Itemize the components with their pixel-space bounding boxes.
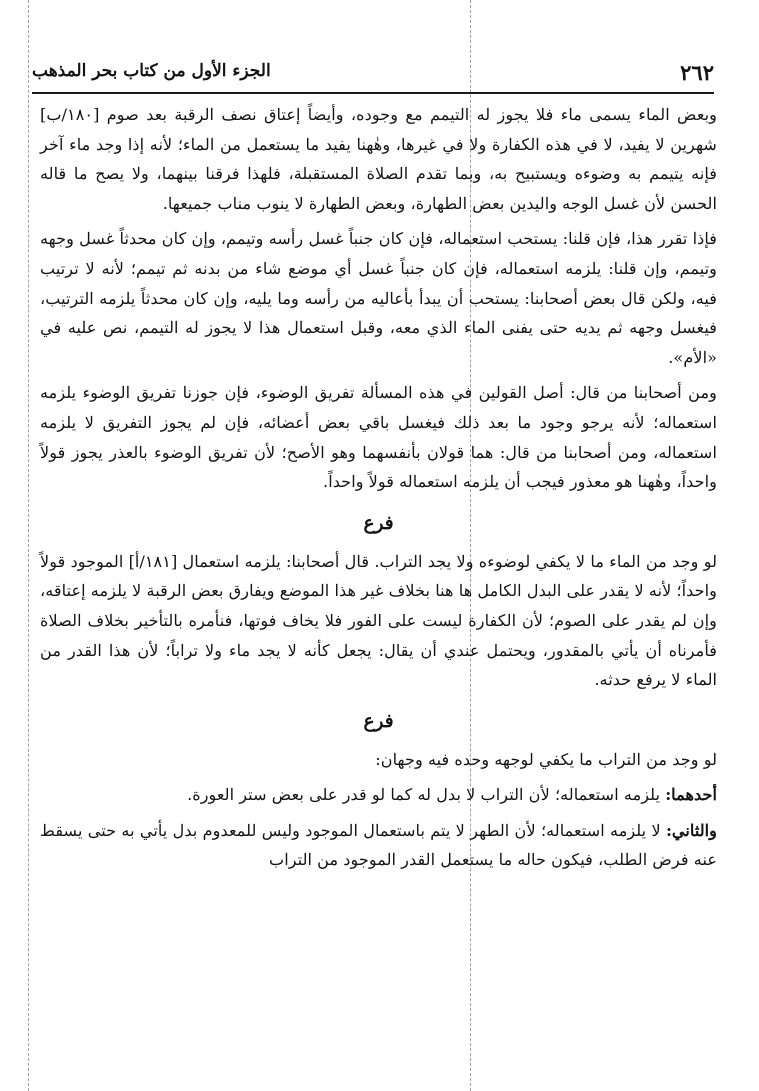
second-view-text: لا يلزمه استعماله؛ لأن الطهر لا يتم باستعمال الموجود وليس للمعدوم بدل يأتي به حتى يسقط عنه فرض الطلب، فيكون حاله ما يستعمل القدر الموجود من التراب	[40, 820, 717, 870]
first-view-label: أحدهما:	[665, 785, 717, 805]
section-heading-2: فرع	[363, 710, 394, 732]
section-heading-1: فرع	[363, 512, 394, 534]
page-header	[32, 58, 714, 94]
paragraph-4: لو وجد من الماء ما لا يكفي لوضوءه ولا يجد التراب. قال أصحابنا: يلزمه استعمال [١٨١/أ] الموجود قولاً واحداً؛ لأنه لا يقدر على البدل الكامل ها هنا بخلاف غير هذا الموضع ويفارق بعض الرقبة لا يلزمه إعتاقه، وإن لم يقدر على الصوم؛ لأن الكفارة ليست على الفور فلا يخاف فوتها، فنأمره بالتأخير بخلاف الصلاة فأمرناه أن يأتي بالمقدور، ويحتمل عندي أن يقال: يجعل كأنه لا يجد ماء ولا تراباً؛ لأن هذا القدر من الماء لا يرفع حدثه.	[40, 551, 717, 690]
paragraph-5: لو وجد من التراب ما يكفي لوجهه وحده فيه وجهان:	[375, 749, 717, 769]
page-number: ٢٦٢	[680, 60, 714, 85]
paragraph-2: فإذا تقرر هذا، فإن قلنا: يستحب استعماله، فإن كان جنباً غسل رأسه وتيمم، وإن كان محدثاً غسل وجهه وتيمم، وإن قلنا: يلزمه استعماله، فإن كان جنباً غسل أي موضع شاء من بدنه ثم تيمم؛ لأنه لا ترتيب فيه، ولكن قال بعض أصحابنا: يستحب أن يبدأ بأعاليه من رأسه وما يليه، وإن كان محدثاً يلزمه الترتيب، فيغسل وجهه ثم يديه حتى يفنى الماء الذي معه، وقبل استعمال هذا لا يجوز له التيمم، نص عليه في «الأم».	[40, 229, 717, 367]
page-body	[40, 100, 717, 881]
paragraph-3: ومن أصحابنا من قال: أصل القولين في هذه المسألة تفريق الوضوء، فإن جوزنا تفريق الوضوء يلزمه استعماله؛ لأنه يرجو وجود ما بعد ذلك فيغسل باقي بعض أعضائه، فإن لم يجوز التفريق لا يلزمه استعماله، ومن أصحابنا من قال: هما قولان بأنفسهما وهو الأصح؛ لأن تفريق الوضوء بالعذر يجوز قولاً واحداً، وهٰهنا هو معذور فيجب أن يلزمه استعماله قولاً واحداً.	[40, 383, 717, 492]
page-fold-line-left	[28, 0, 29, 1091]
second-view-label: والثاني:	[665, 820, 717, 840]
paragraph-1: وبعض الماء يسمى ماء فلا يجوز له التيمم مع وجوده، وأيضاً إعتاق نصف الرقبة بعد صوم [١٨٠/ب] شهرين لا يفيد، لا في هذه الكفارة ولا في غيرها، وهٰهنا يفيد ما يستعمل من الماء؛ لأنه إذا وجد ماء آخر فإنه يتيمم به وضوءه ويستبيح به، وبما تقدم الصلاة المستقبلة، فلهذا فرقنا بينهما، ولا يصح ما قاله الحسن لأن غسل الوجه واليدين بعض الطهارة، وبعض الطهارة لا ينوب مناب جميعها.	[40, 105, 717, 213]
paragraph-6	[40, 780, 717, 810]
first-view-text: يلزمه استعماله؛ لأن التراب لا بدل له كما لو قدر على بعض ستر العورة.	[187, 785, 666, 805]
running-title: الجزء الأول من كتاب بحر المذهب	[32, 61, 271, 81]
paragraph-7	[40, 816, 717, 875]
